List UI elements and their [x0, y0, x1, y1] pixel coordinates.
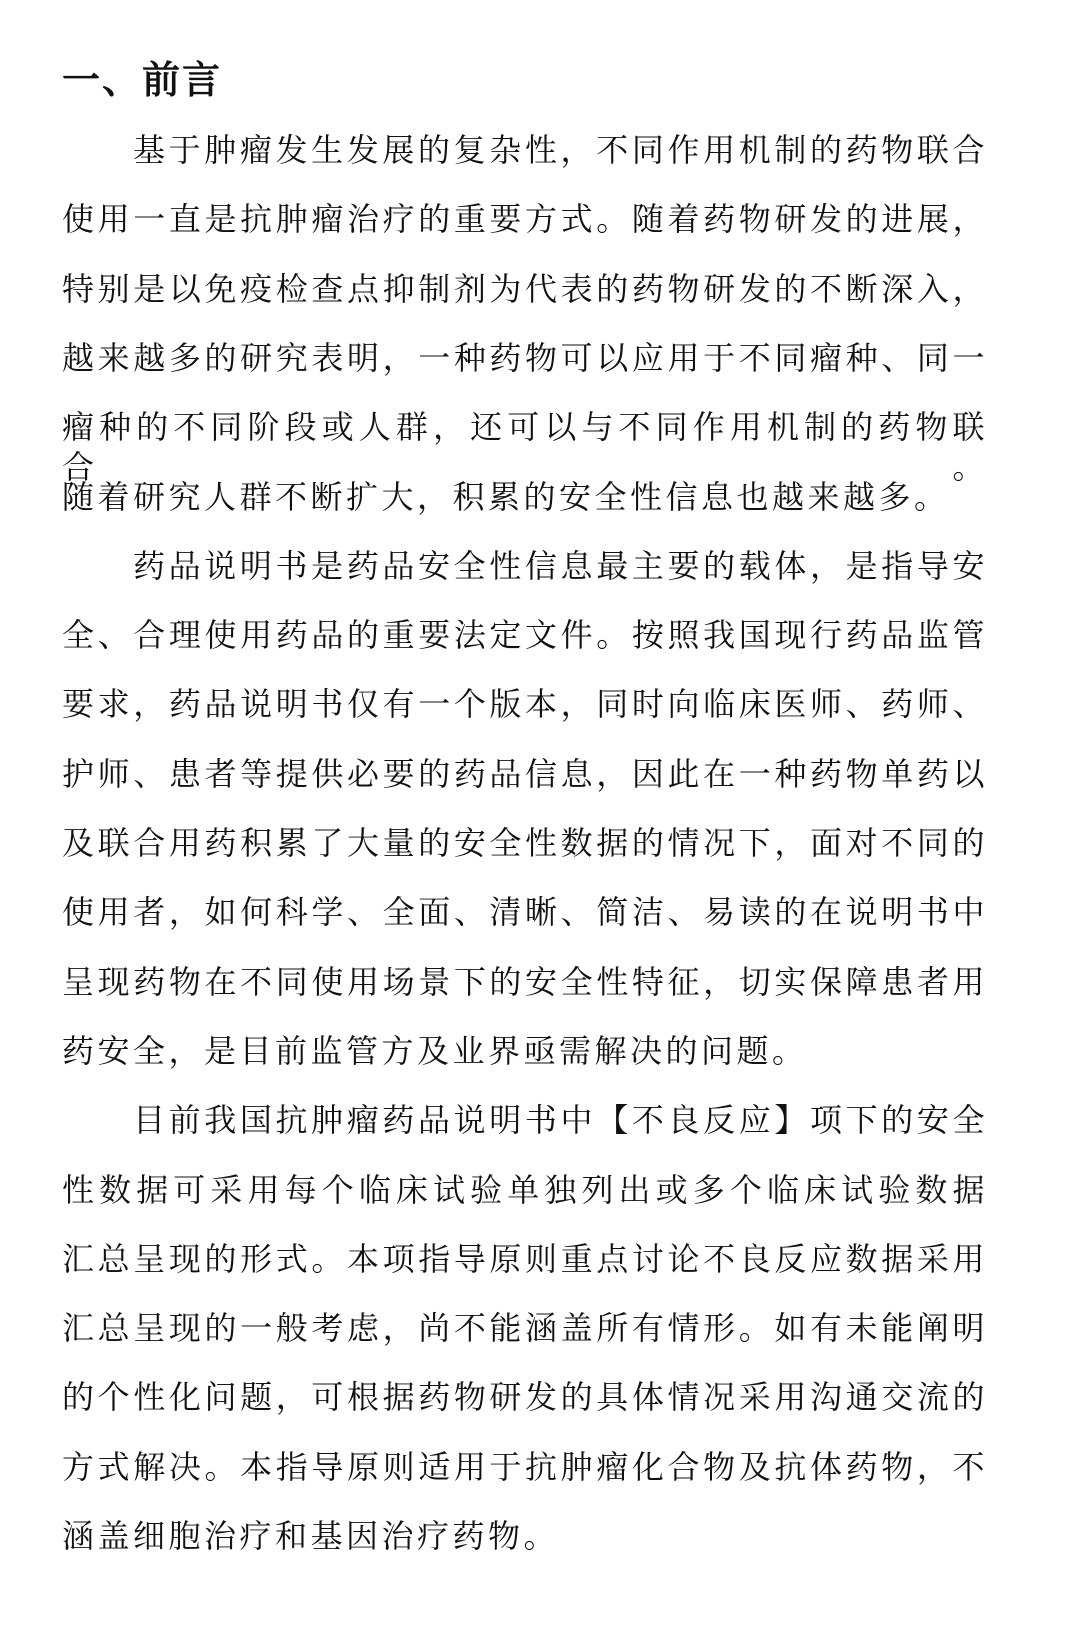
text-line: 及联合用药积累了大量的安全性数据的情况下，面对不同的: [62, 824, 988, 862]
text-line: 药安全，是目前监管方及业界亟需解决的问题。: [62, 1031, 808, 1070]
text-line: 随着研究人群不断扩大，积累的安全性信息也越来越多。: [62, 477, 950, 516]
text-line: 涵盖细胞治疗和基因治疗药物。: [62, 1517, 560, 1555]
text-line: 护师、患者等提供必要的药品信息，因此在一种药物单药以: [62, 754, 988, 793]
text-line: 药品说明书是药品安全性信息最主要的载体，是指导安: [133, 546, 988, 585]
text-line: 使用者，如何科学、全面、清晰、简洁、易读的在说明书中: [62, 893, 988, 932]
text-line: 性数据可采用每个临床试验单独列出或多个临床试验数据: [62, 1170, 988, 1209]
text-line: 汇总呈现的一般考虑，尚不能涵盖所有情形。如有未能阐明: [62, 1309, 988, 1348]
text-line: 目前我国抗肿瘤药品说明书中【不良反应】项下的安全: [133, 1101, 988, 1140]
text-line: 的个性化问题，可根据药物研发的具体情况采用沟通交流的: [62, 1378, 988, 1417]
text-line: 方式解决。本指导原则适用于抗肿瘤化合物及抗体药物，不: [62, 1447, 988, 1486]
text-line: 全、合理使用药品的重要法定文件。按照我国现行药品监管: [62, 616, 988, 655]
text-line: 要求，药品说明书仅有一个版本，同时向临床医师、药师、: [62, 685, 988, 724]
text-line: 呈现药物在不同使用场景下的安全性特征，切实保障患者用: [62, 962, 988, 1001]
text-line: 越来越多的研究表明，一种药物可以应用于不同瘤种、同一: [62, 338, 988, 377]
text-line: 特别是以免疫检查点抑制剂为代表的药物研发的不断深入，: [62, 269, 988, 308]
text-line: 瘤种的不同阶段或人群，还可以与不同作用机制的药物联合。: [62, 408, 988, 487]
section-heading: 一、前言: [62, 58, 223, 102]
text-line: 基于肿瘤发生发展的复杂性，不同作用机制的药物联合: [133, 131, 988, 169]
text-line: 汇总呈现的形式。本项指导原则重点讨论不良反应数据采用: [62, 1239, 988, 1278]
text-line: 使用一直是抗肿瘤治疗的重要方式。随着药物研发的进展，: [62, 200, 988, 239]
